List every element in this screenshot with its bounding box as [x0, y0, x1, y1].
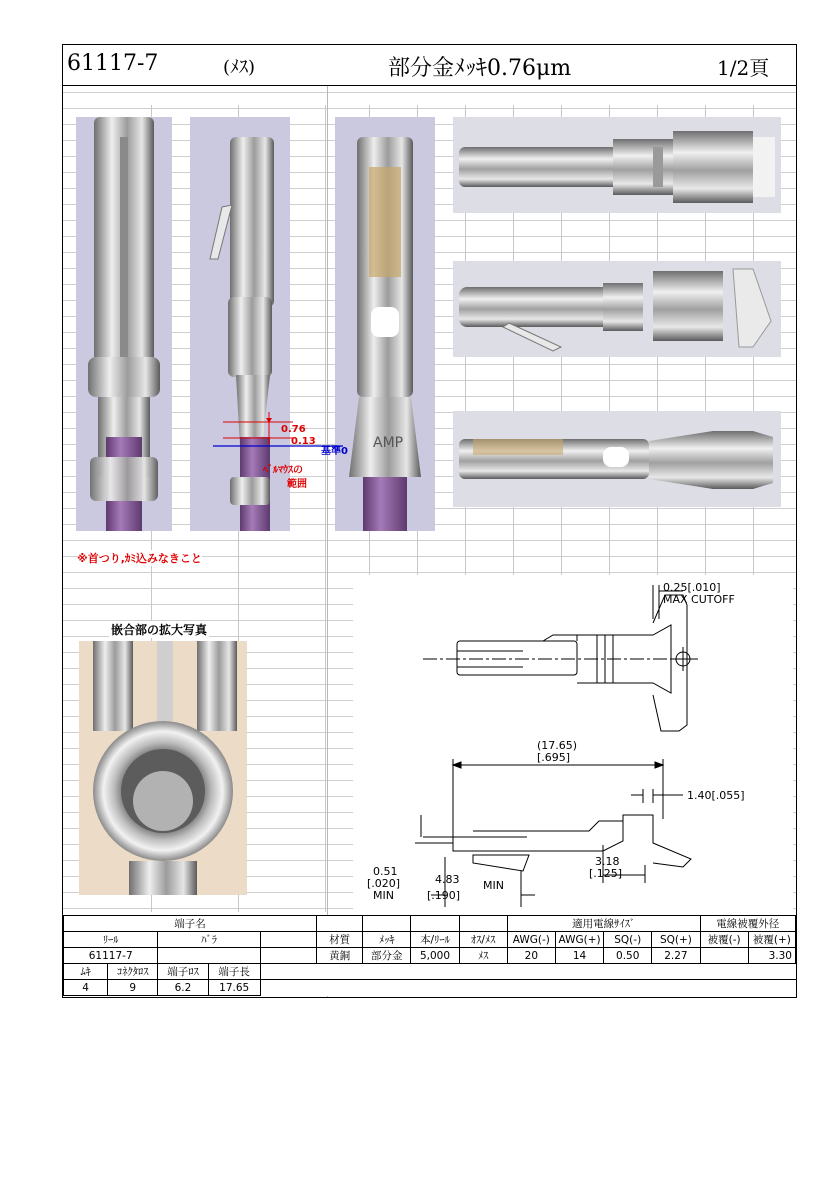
gender-header: ｵｽ/ﾒｽ: [459, 932, 507, 948]
insulation-od-header: 電線被覆外径: [700, 916, 796, 932]
spec-table: [63, 915, 796, 996]
terminal-photo-horizontal-2: [453, 261, 781, 357]
insulation-min-header: 被覆(-): [700, 932, 748, 948]
bulk-header: ﾊﾞﾗ: [158, 932, 260, 948]
strip-value: 4: [64, 980, 108, 996]
table-row: [64, 980, 796, 996]
terminal-loss-header: 端子ﾛｽ: [158, 964, 208, 980]
dim-013-label: 0.13: [291, 436, 316, 447]
sq-max-value: 2.27: [652, 948, 700, 964]
plating-header: ﾒｯｷ: [363, 932, 411, 948]
spec-sheet: [62, 44, 797, 998]
gender-label: (ﾒｽ): [223, 57, 256, 78]
table-row: [64, 932, 796, 948]
zoom-caption: 嵌合部の拡大写真: [111, 623, 208, 637]
header-bar: [63, 45, 796, 86]
material-header: 材質: [317, 932, 363, 948]
length-dim-2: [.695]: [537, 751, 571, 764]
bellmouth-label-1: ﾍﾞﾙﾏｳｽの: [263, 465, 303, 476]
table-row: [64, 916, 796, 932]
plating-title: 部分金ﾒｯｷ0.76μm: [388, 56, 572, 81]
sq-max-header: SQ(+): [652, 932, 700, 948]
dim-483-1: 4.83: [435, 873, 460, 886]
strip-header: ﾑｷ: [64, 964, 108, 980]
grid-line: [325, 105, 326, 912]
connector-loss-value: 9: [108, 980, 158, 996]
sq-min-value: 0.50: [604, 948, 652, 964]
reel-header: ﾘｰﾙ: [64, 932, 158, 948]
warning-note: ※首つり,ｶﾐ込みなきこと: [77, 552, 202, 565]
dim-140: 1.40[.055]: [687, 789, 745, 802]
dim-076-label: 0.76: [281, 424, 306, 435]
wire-size-header: 適用電線ｻｲｽﾞ: [507, 916, 700, 932]
terminal-photo-horizontal-3: [453, 411, 781, 507]
reel-value: 61117-7: [64, 948, 158, 964]
dim-483-3: MIN: [483, 879, 504, 892]
awg-min-value: 20: [507, 948, 555, 964]
insulation-min-value: [700, 948, 748, 964]
dim-483-2: [.190]: [427, 889, 461, 902]
awg-max-header: AWG(+): [555, 932, 603, 948]
cutoff-dim-2: MAX CUTOFF: [663, 593, 735, 606]
sq-min-header: SQ(-): [604, 932, 652, 948]
insulation-max-value: 3.30: [748, 948, 795, 964]
page-number: 1/2頁: [717, 56, 770, 80]
technical-drawing: [353, 575, 793, 915]
mating-zoom-photo: [79, 641, 247, 895]
awg-max-value: 14: [555, 948, 603, 964]
insulation-max-header: 被覆(+): [748, 932, 795, 948]
material-value: 黄銅: [317, 948, 363, 964]
bulk-value: [158, 948, 260, 964]
terminal-length-header: 端子長: [208, 964, 260, 980]
terminal-photo-horizontal-1: [453, 117, 781, 213]
plating-value: 部分金: [363, 948, 411, 964]
terminal-name-header: 端子名: [64, 916, 317, 932]
part-number: 61117-7: [67, 51, 159, 76]
bellmouth-label-2: 範囲: [287, 479, 307, 490]
per-reel-header: 本/ﾘｰﾙ: [411, 932, 459, 948]
terminal-length-value: 17.65: [208, 980, 260, 996]
base-zero-label: 基準0: [321, 446, 348, 457]
dim-051-3: MIN: [373, 889, 394, 902]
terminal-photo-top: [76, 117, 172, 531]
dim-051-1: 0.51: [373, 865, 398, 878]
length-dim-1: (17.65): [537, 739, 578, 752]
dim-051-2: [.020]: [367, 877, 401, 890]
table-row: [64, 948, 796, 964]
per-reel-value: 5,000: [411, 948, 459, 964]
gender-value: ﾒｽ: [459, 948, 507, 964]
table-row: [64, 964, 796, 980]
awg-min-header: AWG(-): [507, 932, 555, 948]
cutoff-dim-1: 0.25[.010]: [663, 581, 721, 594]
dim-318-2: [.125]: [589, 867, 623, 880]
amp-stamp: AMP: [373, 435, 404, 451]
dim-318-1: 3.18: [595, 855, 620, 868]
connector-loss-header: ｺﾈｸﾀﾛｽ: [108, 964, 158, 980]
terminal-loss-value: 6.2: [158, 980, 208, 996]
